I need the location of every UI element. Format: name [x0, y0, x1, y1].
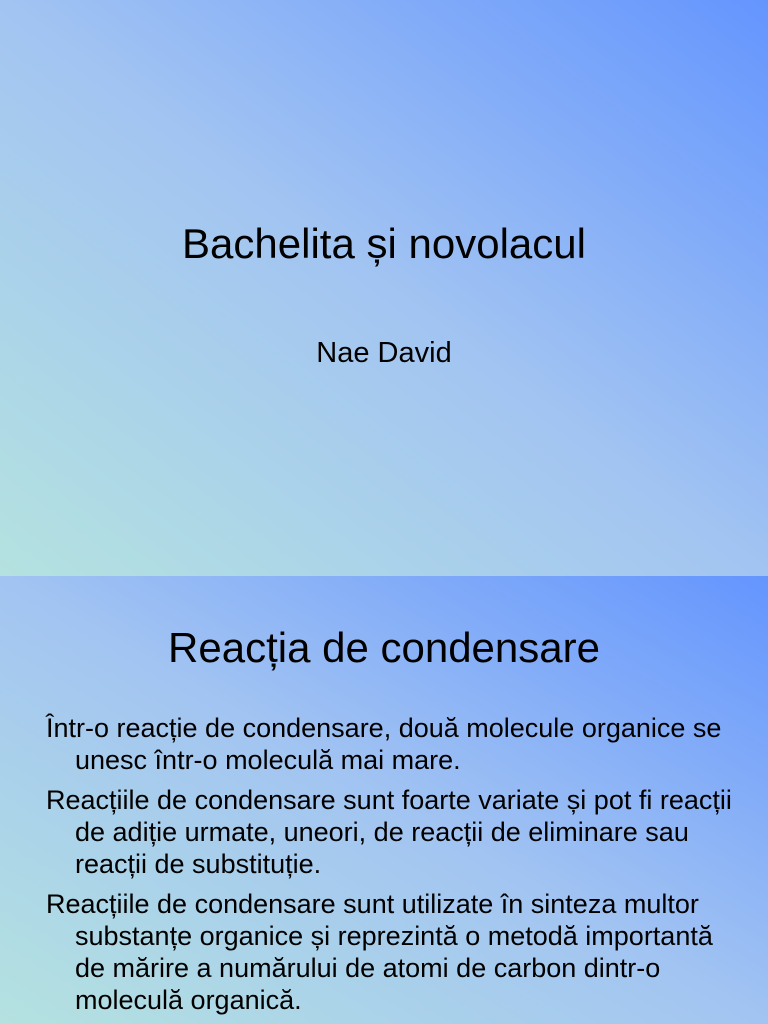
slide-title: Bachelita și novolacul: [182, 220, 586, 267]
bullet-item: Reacțiile de condensare sunt foarte variate și pot fi reacții de adiție urmate, uneori, de reacții de eliminare sau reacții de substituție.: [46, 785, 732, 879]
bullet-item: Într-o reacție de condensare, două molecule organice se unesc într-o moleculă mai mare.: [46, 713, 722, 775]
content-slide: [0, 576, 768, 1024]
bullet-list: [46, 712, 746, 1024]
bullet-item: Reacțiile de condensare sunt utilizate în sinteza multor substanțe organice și reprezintă o metodă importantă de mărire a numărului de atomi de carbon dintr-o moleculă organică.: [46, 889, 713, 1015]
slide-author: Nae David: [316, 337, 452, 369]
slide-title: Reacția de condensare: [168, 624, 600, 671]
